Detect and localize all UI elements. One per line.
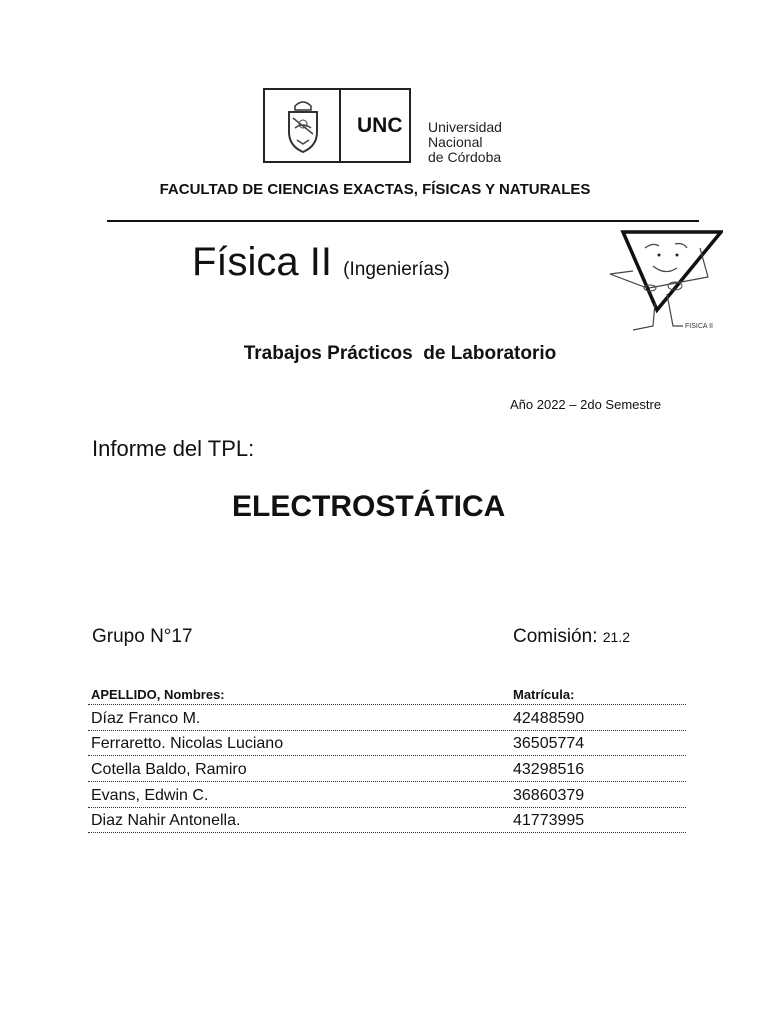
student-id: 42488590	[513, 709, 585, 727]
unc-logo	[263, 88, 411, 163]
university-name-line: Nacional	[428, 134, 483, 150]
student-name: Ferraretto. Nicolas Luciano	[91, 735, 284, 753]
table-row	[88, 731, 686, 757]
report-label: Informe del TPL:	[92, 436, 255, 461]
header-id: Matrícula:	[513, 687, 575, 702]
students-table	[88, 686, 686, 833]
table-row	[88, 756, 686, 782]
university-name	[428, 120, 502, 165]
logo-divider	[339, 90, 341, 161]
commission-label: Comisión:	[513, 626, 598, 647]
table-header	[88, 686, 686, 705]
university-name-line: de Córdoba	[428, 149, 502, 165]
table-row	[88, 705, 686, 731]
header-rule	[107, 220, 699, 222]
student-name: Cotella Baldo, Ramiro	[91, 761, 247, 779]
student-name: Díaz Franco M.	[91, 709, 201, 727]
group-number: Grupo N°17	[92, 626, 193, 647]
student-id: 43298516	[513, 761, 585, 779]
logo-acronym: UNC	[357, 114, 403, 137]
report-title: ELECTROSTÁTICA	[232, 490, 506, 523]
table-row	[88, 782, 686, 808]
table-row	[88, 808, 686, 834]
commission-value: 21.2	[602, 629, 631, 645]
course-name: Física II	[192, 240, 333, 284]
section-heading: Trabajos Prácticos de Laboratorio	[243, 343, 557, 364]
student-name: Diaz Nahir Antonella.	[91, 812, 241, 830]
header-name: APELLIDO, Nombres:	[91, 687, 225, 702]
university-crest-icon	[283, 98, 323, 154]
year-semester: Año 2022 – 2do Semestre	[510, 397, 662, 412]
student-id: 36860379	[513, 786, 585, 804]
course-subtitle: (Ingenierías)	[343, 259, 450, 280]
student-name: Evans, Edwin C.	[91, 786, 209, 804]
physics-mascot-icon	[605, 226, 723, 336]
student-id: 36505774	[513, 735, 585, 753]
faculty-name: FACULTAD DE CIENCIAS EXACTAS, FÍSICAS Y NATURALES	[159, 181, 591, 198]
mascot-label: FISICA II	[685, 323, 714, 330]
university-name-line: Universidad	[428, 119, 502, 135]
commission	[513, 626, 630, 648]
student-id: 41773995	[513, 812, 585, 830]
course-title	[192, 240, 450, 285]
